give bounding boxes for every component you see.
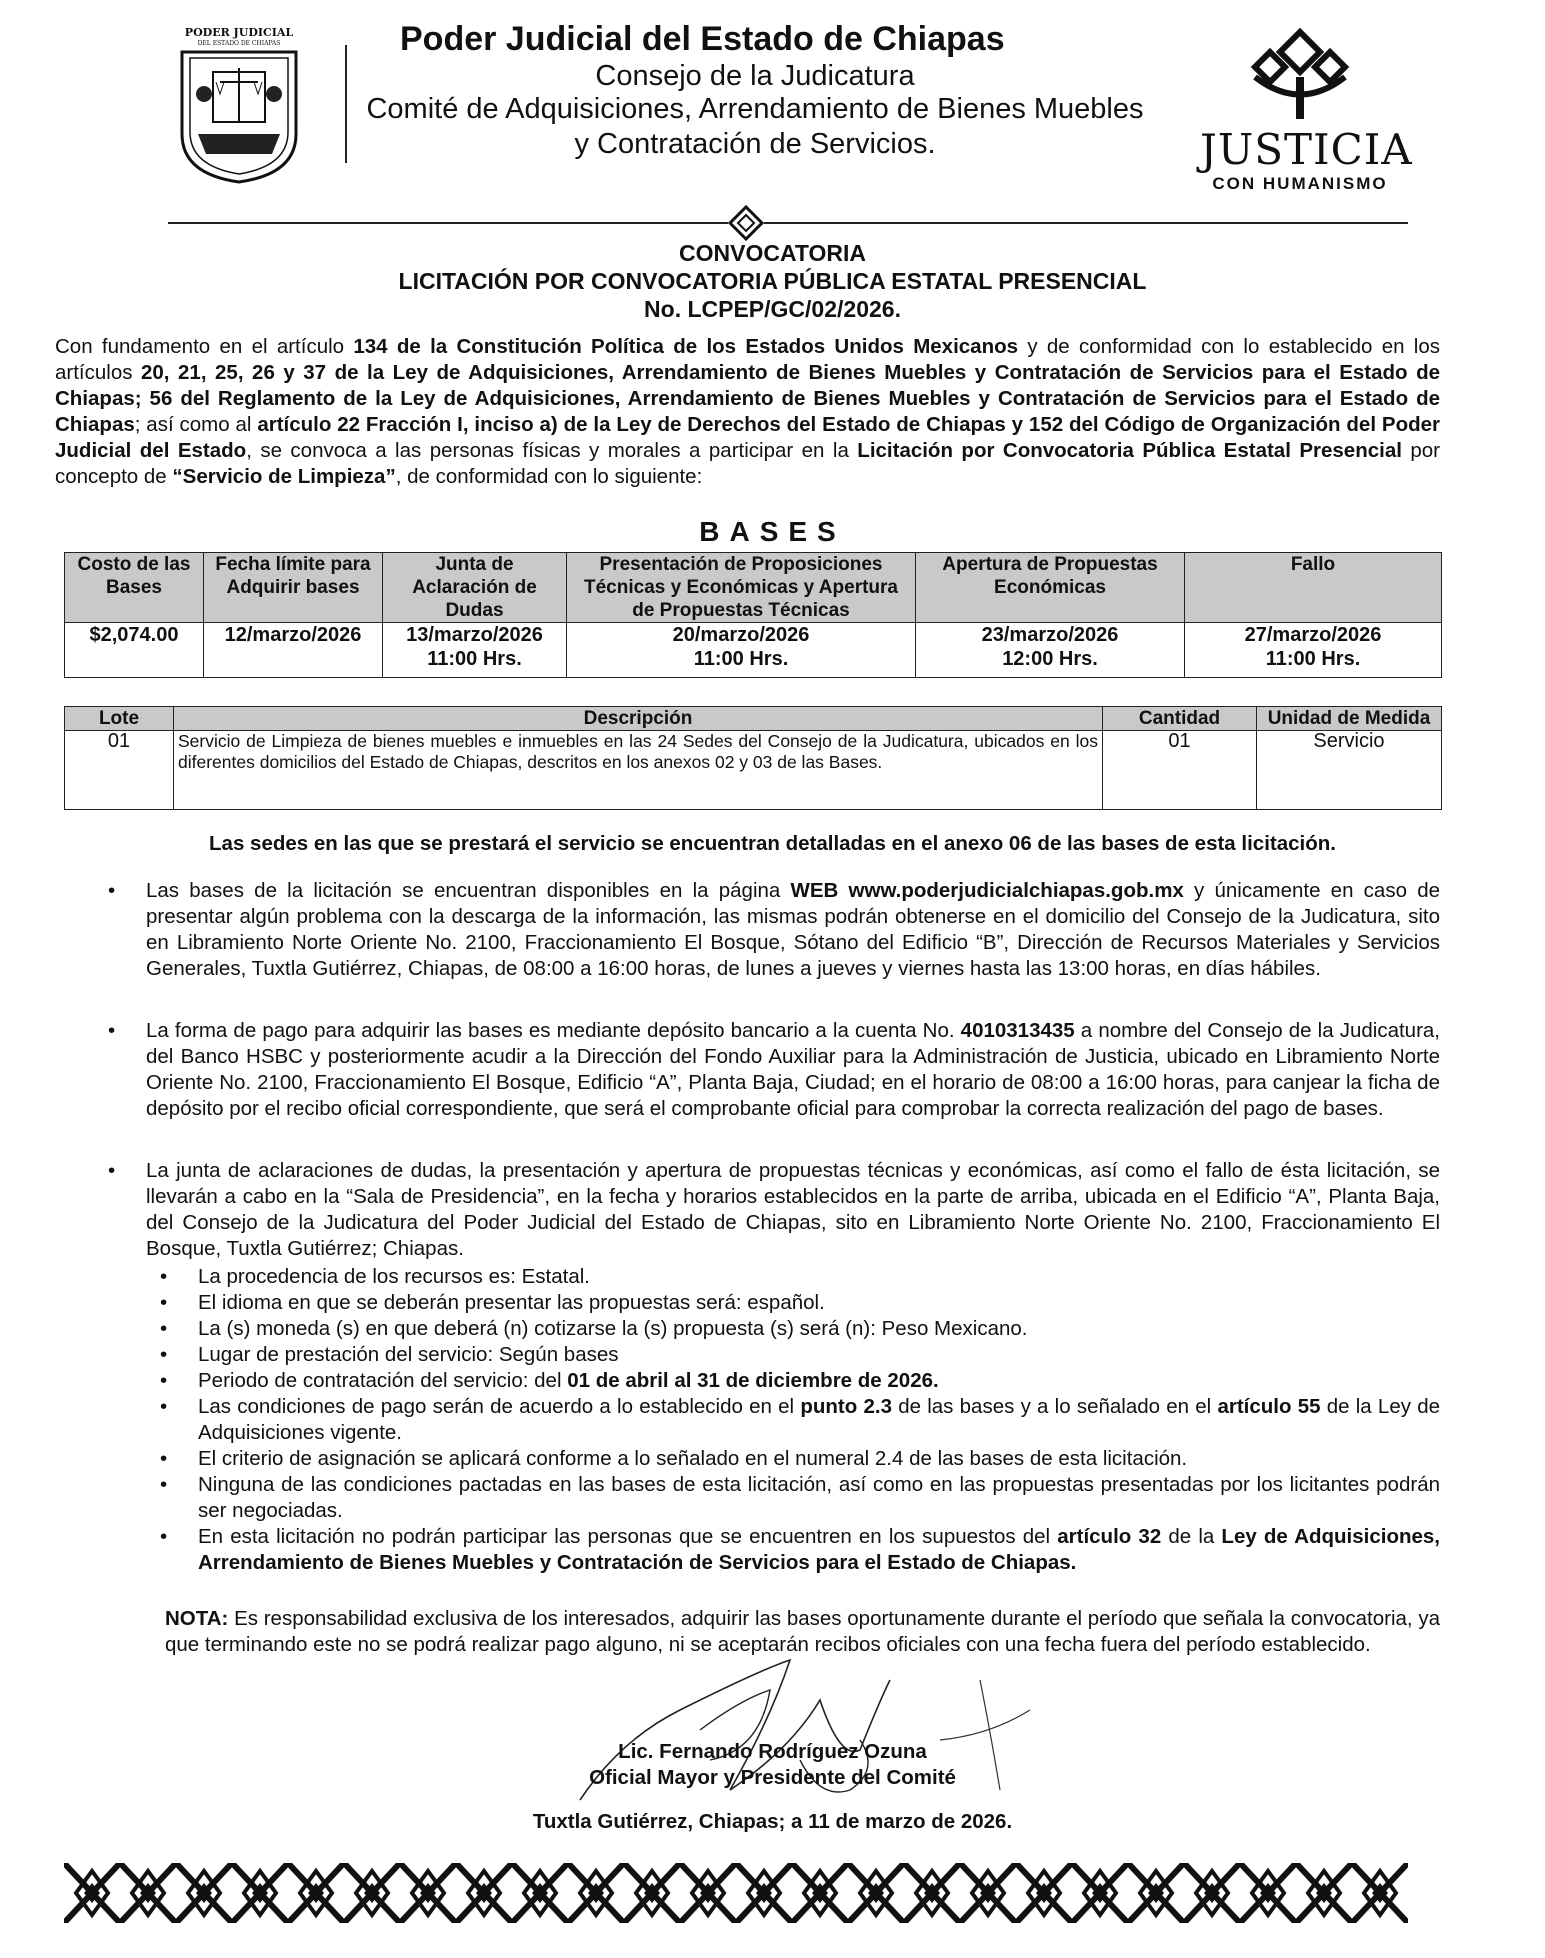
logo-justicia-text: JUSTICIA — [1200, 125, 1413, 174]
table-row — [65, 731, 1442, 810]
justicia-logo — [1200, 22, 1413, 193]
col-costo: Costo de las Bases — [65, 553, 204, 623]
col-apertura: Apertura de Propuestas Económicas — [916, 553, 1185, 623]
header-line-3: y Contratación de Servicios. — [574, 128, 936, 160]
cell-fallo: 27/marzo/2026 11:00 Hrs. — [1185, 623, 1442, 678]
justicia-tree-icon — [1200, 22, 1400, 122]
bullet-icon: • — [160, 1525, 168, 1548]
bullet-icon: • — [160, 1317, 168, 1340]
bullet-icon: • — [160, 1473, 168, 1496]
bullet-icon: • — [160, 1395, 168, 1418]
intro-paragraph: Con fundamento en el artículo 134 de la Constitución Política de los Estados Unidos Mexicanos y de conformidad con lo establecido en los artículos 20, 21, 25, 26 y 37 de la Ley de Adquisiciones, Arrendamiento de Bienes Muebles y Contratación de Servicios para el Estado de Chiapas; 56 del Reglamento de la Ley de Adquisiciones, Arrendamiento de Bienes Muebles y Contratación de Servicios para el Estado de Chiapas; así como al artículo 22 Fracción I, inciso a) de la Ley de Derechos del Estado de Chiapas y 152 del Código de Organización del Poder Judicial del Estado, se convoca a las personas físicas y morales a participar en la Licitación por Convocatoria Pública Estatal Presencial por concepto de “Servicio de Limpieza”, de conformidad con lo siguiente: — [55, 335, 1441, 488]
col-fallo: Fallo — [1185, 553, 1442, 623]
svg-text:DEL ESTADO DE CHIAPAS: DEL ESTADO DE CHIAPAS — [197, 40, 281, 47]
sub-list-item: • El criterio de asignación se aplicará conforme a lo señalado en el numeral 2.4 de las bases de esta licitación. — [160, 1447, 1188, 1470]
col-junta: Junta de Aclaración de Dudas — [383, 553, 567, 623]
col-descripcion: Descripción — [174, 707, 1103, 731]
signer-position: Oficial Mayor y Presidente del Comité — [589, 1766, 956, 1789]
cell-descripcion: Servicio de Limpieza de bienes muebles e inmuebles en las 24 Sedes del Consejo de la Judicatura, ubicados en los diferentes domicilios del Estado de Chiapas, descritos en los anexos 02 y 03 de las Bases. — [174, 731, 1103, 810]
bases-heading: BASES — [699, 516, 846, 547]
col-cantidad: Cantidad — [1103, 707, 1257, 731]
nota-paragraph: NOTA: Es responsabilidad exclusiva de los interesados, adquirir las bases oportunamente durante el período que señala la convocatoria, ya que terminando este no se podrá realizar pago alguno, ni se aceptarán recibos oficiales con una fecha fuera del período establecido. — [165, 1607, 1440, 1656]
doc-title-licitacion: LICITACIÓN POR CONVOCATORIA PÚBLICA ESTATAL PRESENCIAL — [398, 268, 1147, 294]
sub-list-item: • La procedencia de los recursos es: Estatal. — [160, 1265, 590, 1288]
diamond-ornament-icon — [728, 205, 764, 241]
sub-list-item: • El idioma en que se deberán presentar las propuestas será: español. — [160, 1291, 825, 1314]
list-item: • Las bases de la licitación se encuentran disponibles en la página WEB www.poderjudicialchiapas.gob.mx y únicamente en caso de presentar algún problema con la descarga de la información, las mismas podrán obtenerse en el domicilio del Consejo de la Judicatura, sito en Libramiento Norte Oriente No. 2100, Fraccionamiento El Bosque, Sótano del Edificio “B”, Dirección de Recursos Materiales y Servicios Generales, Tuxtla Gutiérrez, Chiapas, de 08:00 a 16:00 horas, de lunes a jueves y viernes hasta las 13:00 horas, en días hábiles. — [108, 879, 1440, 980]
bases-table-header — [65, 553, 1442, 623]
col-lote: Lote — [65, 707, 174, 731]
cell-presentacion: 20/marzo/2026 11:00 Hrs. — [567, 623, 916, 678]
lote-table — [64, 706, 1442, 810]
signer-name: Lic. Fernando Rodríguez Ozuna — [618, 1740, 927, 1763]
col-fecha-limite: Fecha límite para Adquirir bases — [204, 553, 383, 623]
header-divider — [345, 45, 347, 163]
bullet-icon: • — [108, 1019, 116, 1042]
bullet-icon: • — [160, 1265, 168, 1288]
cell-unidad: Servicio — [1257, 731, 1442, 810]
cell-fecha-limite: 12/marzo/2026 — [204, 623, 383, 678]
list-item: • La forma de pago para adquirir las bases es mediante depósito bancario a la cuenta No. 4010313435 a nombre del Consejo de la Judicatura, del Banco HSBC y posteriormente acudir a la Dirección del Fondo Auxiliar para la Administración de Justicia, ubicado en Libramiento Norte Oriente No. 2100, Fraccionamiento El Bosque, Edificio “A”, Planta Baja, Ciudad; en el horario de 08:00 a 16:00 horas, para canjear la ficha de depósito por el recibo oficial correspondiente, que será el comprobante oficial para comprobar la correcta realización del pago de bases. — [108, 1019, 1440, 1120]
sub-list-item: • Lugar de prestación del servicio: Según bases — [160, 1343, 619, 1366]
sub-list-item: • La (s) moneda (s) en que deberá (n) cotizarse la (s) propuesta (s) será (n): Peso Mexicano. — [160, 1317, 1028, 1340]
decorative-border-pattern — [64, 1863, 1408, 1923]
doc-title-number: No. LCPEP/GC/02/2026. — [644, 296, 901, 322]
table-row — [65, 623, 1442, 678]
doc-title-convocatoria: CONVOCATORIA — [679, 240, 866, 266]
bullet-icon: • — [160, 1447, 168, 1470]
sub-list-item: • Las condiciones de pago serán de acuerdo a lo establecido en el punto 2.3 de las bases y a lo señalado en el artículo 55 de la Ley de Adquisiciones vigente. — [160, 1395, 1440, 1444]
list-item: • La junta de aclaraciones de dudas, la presentación y apertura de propuestas técnicas y económicas, así como el fallo de ésta licitación, se llevarán a cabo en la “Sala de Presidencia”, en la fecha y horarios establecidos en la parte de arriba, ubicada en el Edificio “A”, Planta Baja, del Consejo de la Judicatura del Poder Judicial del Estado de Chiapas, sito en Libramiento Norte Oriente No. 2100, Fraccionamiento El Bosque, Tuxtla Gutiérrez; Chiapas. — [108, 1159, 1440, 1260]
header-line-2: Comité de Adquisiciones, Arrendamiento de Bienes Muebles — [366, 93, 1144, 125]
header-line-1: Consejo de la Judicatura — [595, 60, 915, 92]
sub-list-item: • Periodo de contratación del servicio: del 01 de abril al 31 de diciembre de 2026. — [160, 1369, 939, 1392]
bases-table — [64, 552, 1442, 678]
col-presentacion: Presentación de Proposiciones Técnicas y Económicas y Apertura de Propuestas Técnicas — [567, 553, 916, 623]
header-rule — [168, 222, 1408, 224]
place-date: Tuxtla Gutiérrez, Chiapas; a 11 de marzo de 2026. — [532, 1810, 1013, 1833]
bullet-icon: • — [108, 879, 116, 902]
cell-costo: $2,074.00 — [65, 623, 204, 678]
cell-cantidad: 01 — [1103, 731, 1257, 810]
bullet-icon: • — [160, 1291, 168, 1314]
bullet-icon: • — [108, 1159, 116, 1182]
col-unidad: Unidad de Medida — [1257, 707, 1442, 731]
sub-list-item: • En esta licitación no podrán participar las personas que se encuentren en los supuestos del artículo 32 de la Ley de Adquisiciones, Arrendamiento de Bienes Muebles y Contratación de Servicios para el Estado de Chiapas. — [160, 1525, 1440, 1574]
poder-judicial-seal — [168, 24, 310, 184]
svg-text:PODER JUDICIAL: PODER JUDICIAL — [184, 26, 294, 39]
lote-table-header — [65, 707, 1442, 731]
institution-title: Poder Judicial del Estado de Chiapas — [400, 20, 1005, 58]
cell-apertura: 23/marzo/2026 12:00 Hrs. — [916, 623, 1185, 678]
logo-subtitle: CON HUMANISMO — [1212, 174, 1388, 193]
cell-junta: 13/marzo/2026 11:00 Hrs. — [383, 623, 567, 678]
cell-lote: 01 — [65, 731, 174, 810]
sub-list-item: • Ninguna de las condiciones pactadas en las bases de esta licitación, así como en las propuestas presentadas por los licitantes podrán ser negociadas. — [160, 1473, 1440, 1522]
bullet-icon: • — [160, 1369, 168, 1392]
sedes-note: Las sedes en las que se prestará el servicio se encuentran detalladas en el anexo 06 de las bases de esta licitación. — [209, 832, 1336, 855]
bullet-icon: • — [160, 1343, 168, 1366]
